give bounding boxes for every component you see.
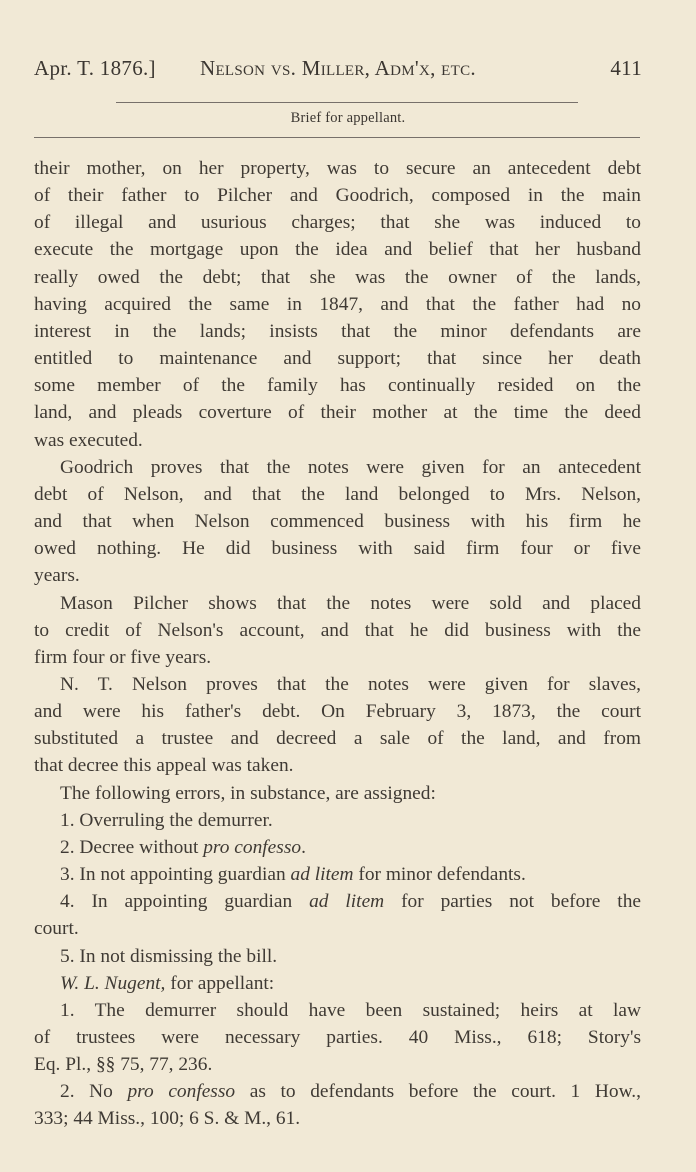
text-line: interest in the lands; insists that the minor defendants are xyxy=(34,320,641,342)
case-title: Nelson vs. Miller, Adm'x, etc. xyxy=(200,56,476,80)
page-number: 411 xyxy=(610,56,642,80)
error-item: 2. Decree without pro confesso. xyxy=(60,836,306,858)
error-item: 5. In not dismissing the bill. xyxy=(60,945,278,967)
counsel-line: W. L. Nugent, for appellant: xyxy=(60,972,275,994)
text-line: Goodrich proves that the notes were given for an antecedent xyxy=(60,456,641,478)
text-line: having acquired the same in 1847, and that the father had no xyxy=(34,293,641,315)
text-line: some member of the family has continually resided on the xyxy=(34,375,641,397)
body-text xyxy=(34,155,641,1133)
text-line: The following errors, in substance, are assigned: xyxy=(60,782,436,804)
text-line: and that when Nelson commenced business with his firm he xyxy=(34,511,641,533)
argument-line: 333; 44 Miss., 100; 6 S. & M., 61. xyxy=(34,1108,301,1130)
text-line: of illegal and usurious charges; that she was induced to xyxy=(34,212,641,234)
running-head xyxy=(34,56,642,84)
error-item: 1. Overruling the demurrer. xyxy=(60,809,273,831)
text-line: court. xyxy=(34,918,79,940)
text-line: really owed the debt; that she was the owner of the lands, xyxy=(34,266,641,288)
text-line: their mother, on her property, was to secure an antecedent debt xyxy=(34,158,641,179)
text-line: of their father to Pilcher and Goodrich, composed in the main xyxy=(34,185,641,207)
text-line: debt of Nelson, and that the land belonged to Mrs. Nelson, xyxy=(34,483,641,505)
text-line: execute the mortgage upon the idea and belief that her husband xyxy=(34,239,641,261)
header-rule xyxy=(116,102,578,103)
text-line: owed nothing. He did business with said firm four or five xyxy=(34,538,641,560)
argument-line: Eq. Pl., §§ 75, 77, 236. xyxy=(34,1054,213,1076)
text-line: years. xyxy=(34,565,80,587)
subheading-rule xyxy=(34,137,640,138)
argument-line: 2. No pro confesso as to defendants before the court. 1 How., xyxy=(60,1081,642,1103)
text-line: Mason Pilcher shows that the notes were sold and placed xyxy=(60,592,641,614)
argument-line: 1. The demurrer should have been sustained; heirs at law xyxy=(60,999,641,1021)
text-line: that decree this appeal was taken. xyxy=(34,755,294,777)
text-line: firm four or five years. xyxy=(34,646,212,668)
text-line: N. T. Nelson proves that the notes were given for slaves, xyxy=(60,673,641,695)
text-line: to credit of Nelson's account, and that he did business with the xyxy=(34,619,641,641)
text-line: entitled to maintenance and support; that since her death xyxy=(34,348,641,370)
text-line: land, and pleads coverture of their mother at the time the deed xyxy=(34,402,641,424)
argument-line: of trustees were necessary parties. 40 Miss., 618; Story's xyxy=(34,1027,641,1048)
section-subheading: Brief for appellant. xyxy=(290,110,406,126)
error-item: 4. In appointing guardian ad litem for parties not before the xyxy=(60,891,641,913)
text-line: substituted a trustee and decreed a sale of the land, and from xyxy=(34,728,641,750)
text-line: and were his father's debt. On February 3, 1873, the court xyxy=(34,701,641,723)
text-line: was executed. xyxy=(34,429,143,451)
term-label: Apr. T. 1876.] xyxy=(34,56,156,80)
error-item: 3. In not appointing guardian ad litem for minor defendants. xyxy=(60,864,526,886)
